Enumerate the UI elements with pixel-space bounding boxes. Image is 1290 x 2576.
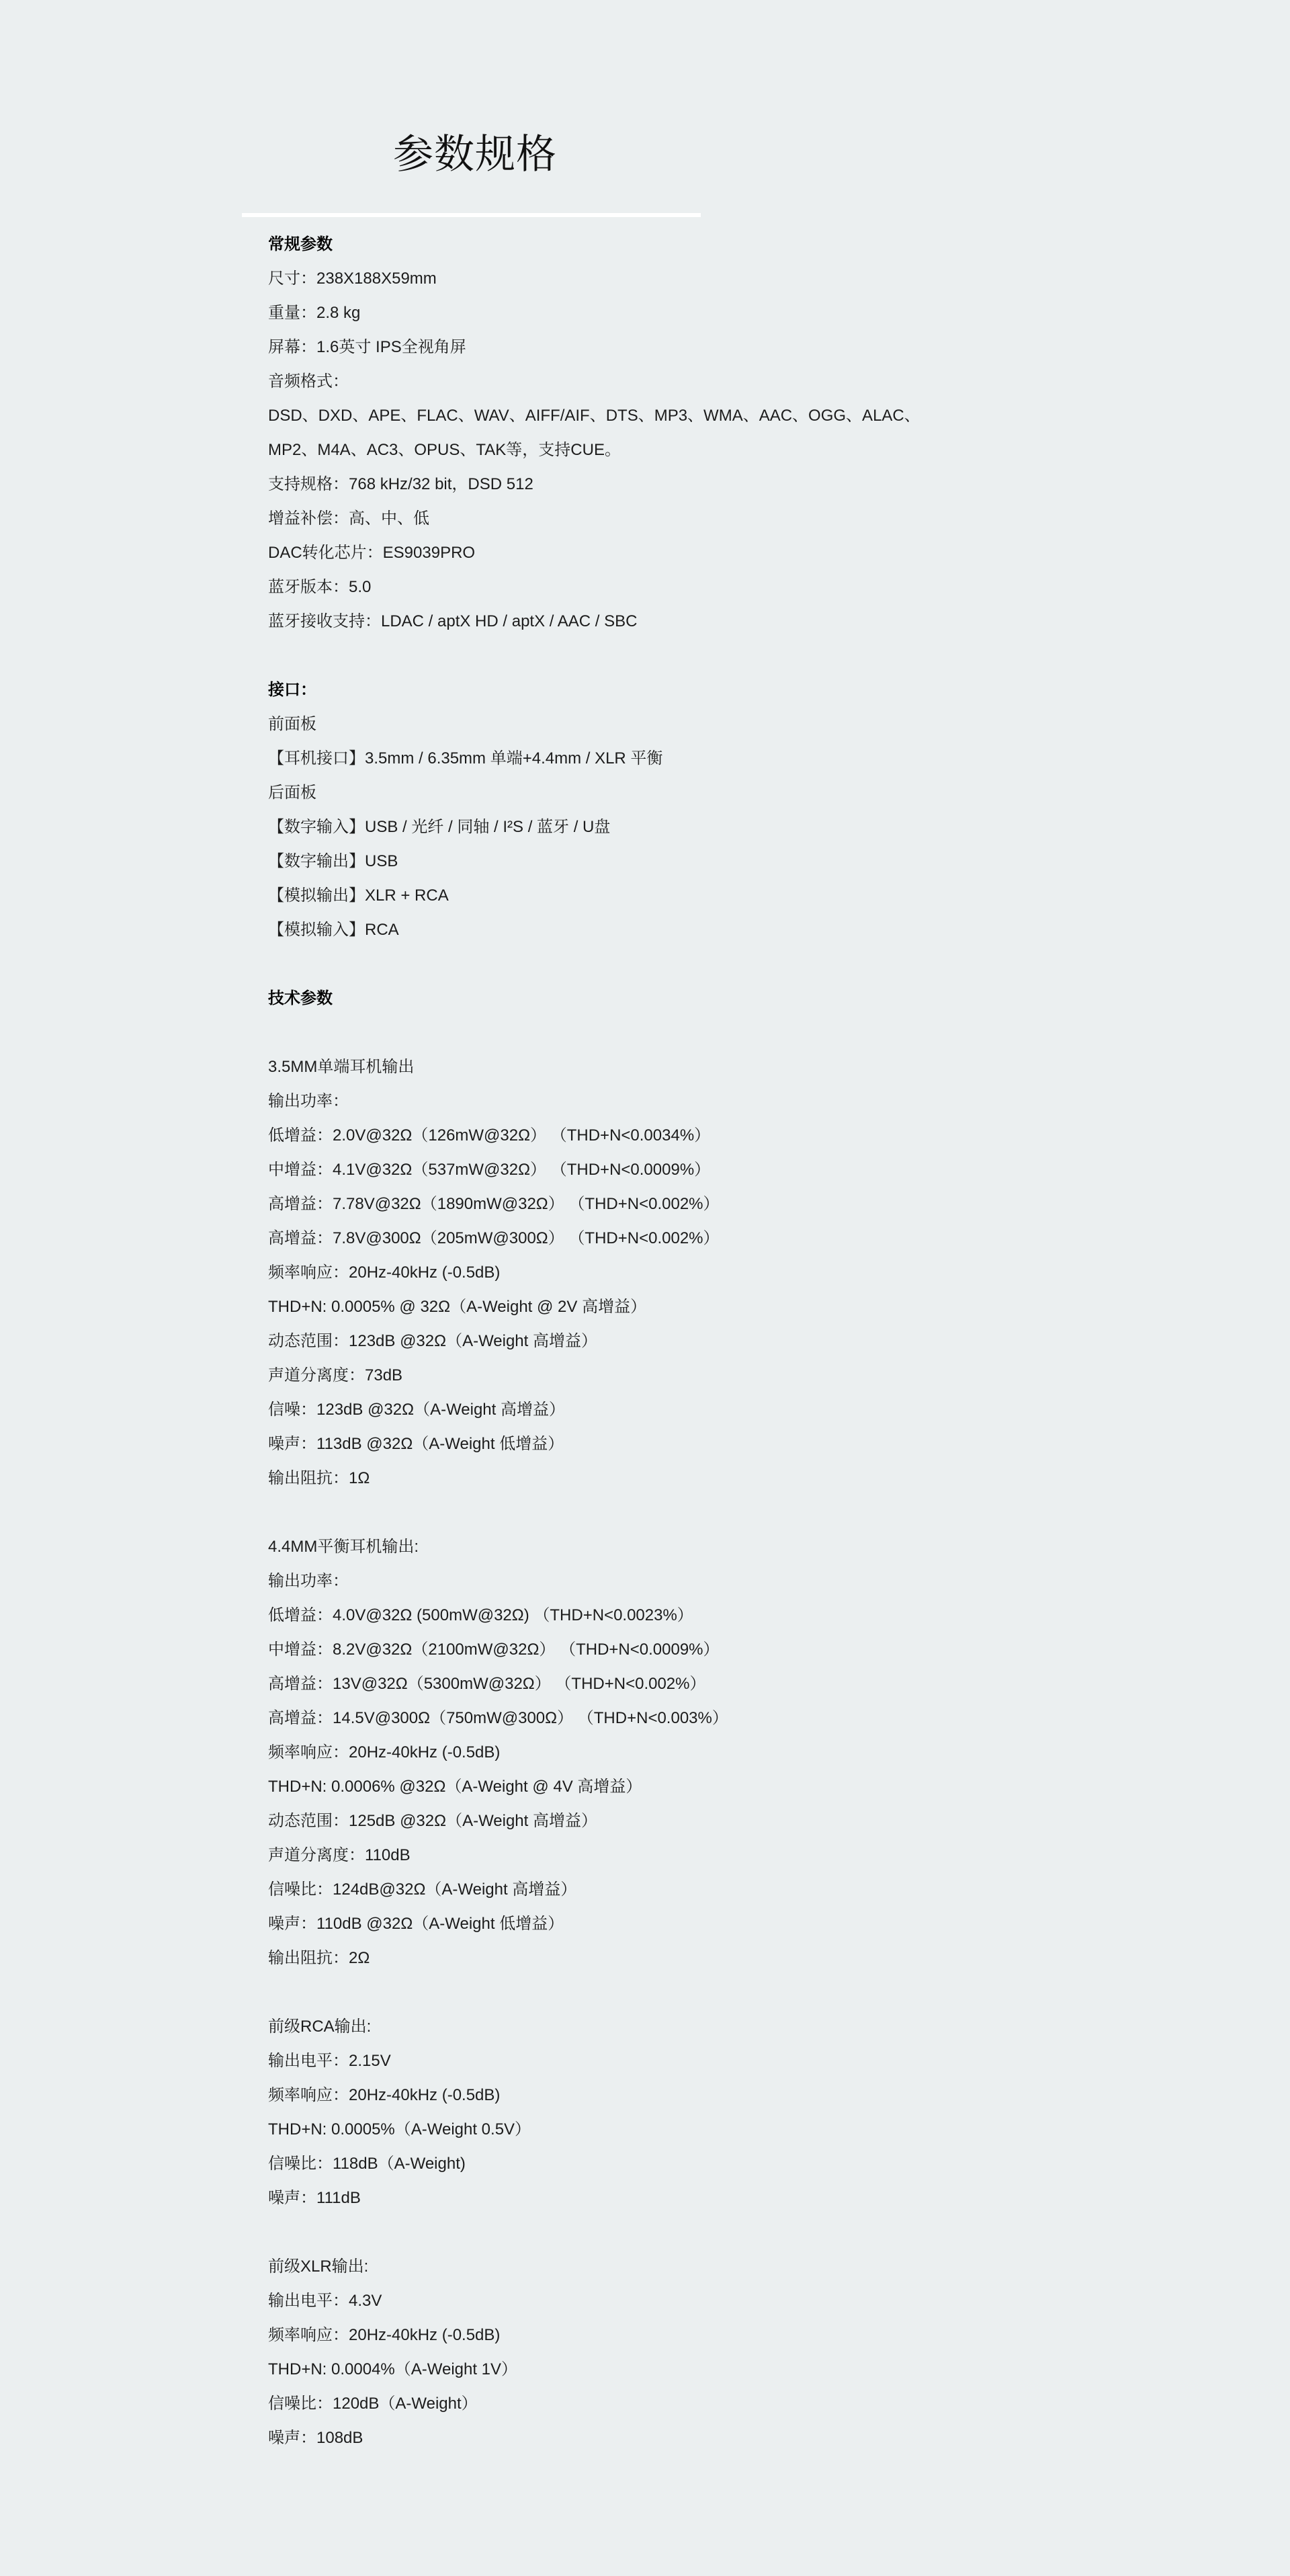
- spec-line: 【模拟输入】RCA: [268, 921, 399, 939]
- spec-line: THD+N: 0.0006% @32Ω（A-Weight @ 4V 高增益）: [268, 1778, 642, 1796]
- section-heading: 技术参数: [268, 989, 333, 1007]
- spec-line: 【模拟输出】XLR + RCA: [268, 886, 449, 905]
- spec-line: 输出电平：2.15V: [268, 2052, 391, 2070]
- spec-section: [268, 981, 1209, 1015]
- spec-line: 【耳机接口】3.5mm / 6.35mm 单端+4.4mm / XLR 平衡: [268, 749, 663, 767]
- spec-line: THD+N: 0.0005%（A-Weight 0.5V）: [268, 2120, 531, 2138]
- spec-line: 低增益：4.0V@32Ω (500mW@32Ω) （THD+N<0.0023%）: [268, 1606, 693, 1624]
- spec-line: 信噪比：124dB@32Ω（A-Weight 高增益）: [268, 1880, 577, 1899]
- spec-line: 噪声：113dB @32Ω（A-Weight 低增益）: [268, 1435, 564, 1453]
- spec-line: 信噪：123dB @32Ω（A-Weight 高增益）: [268, 1401, 565, 1419]
- spec-line: 噪声：111dB: [268, 2189, 361, 2207]
- spec-line: 信噪比：118dB（A-Weight): [268, 2155, 466, 2173]
- spec-section: [268, 1050, 1209, 1495]
- spec-section: [268, 1530, 1209, 1975]
- spec-line: 频率响应：20Hz-40kHz (-0.5dB): [268, 1263, 501, 1282]
- spec-line: DSD、DXD、APE、FLAC、WAV、AIFF/AIF、DTS、MP3、WMA、AAC、OGG、ALAC、: [268, 407, 920, 425]
- spec-line: 输出阻抗：1Ω: [268, 1469, 370, 1487]
- spec-line: 高增益：13V@32Ω（5300mW@32Ω） （THD+N<0.002%）: [268, 1675, 706, 1693]
- spec-line: 后面板: [268, 784, 316, 802]
- spec-line: 输出功率：: [268, 1572, 349, 1590]
- spec-line: THD+N: 0.0004%（A-Weight 1V）: [268, 2360, 518, 2378]
- spec-line: 频率响应：20Hz-40kHz (-0.5dB): [268, 2086, 501, 2104]
- spec-line: 动态范围：125dB @32Ω（A-Weight 高增益）: [268, 1812, 597, 1830]
- spec-line: 高增益：7.78V@32Ω（1890mW@32Ω） （THD+N<0.002%）: [268, 1195, 720, 1213]
- spec-line: 频率响应：20Hz-40kHz (-0.5dB): [268, 1743, 501, 1761]
- spec-line: 输出功率：: [268, 1092, 349, 1110]
- spec-line: 蓝牙版本：5.0: [268, 578, 372, 596]
- spec-line: 高增益：14.5V@300Ω（750mW@300Ω） （THD+N<0.003%）: [268, 1709, 728, 1727]
- spec-line: 支持规格：768 kHz/32 bit，DSD 512: [268, 475, 533, 493]
- spec-line: THD+N: 0.0005% @ 32Ω（A-Weight @ 2V 高增益）: [268, 1298, 647, 1316]
- spec-line: 低增益：2.0V@32Ω（126mW@32Ω） （THD+N<0.0034%）: [268, 1126, 711, 1145]
- spec-line: 输出阻抗：2Ω: [268, 1949, 370, 1967]
- spec-line: 高增益：7.8V@300Ω（205mW@300Ω） （THD+N<0.002%）: [268, 1229, 720, 1247]
- spec-line: 噪声：110dB @32Ω（A-Weight 低增益）: [268, 1915, 564, 1933]
- spec-section: [268, 673, 1209, 947]
- spec-line: 4.4MM平衡耳机输出:: [268, 1538, 419, 1556]
- spec-section: [268, 2009, 1209, 2215]
- spec-line: 尺寸：238X188X59mm: [268, 269, 437, 288]
- spec-line: 声道分离度：110dB: [268, 1846, 411, 1864]
- spec-line: DAC转化芯片：ES9039PRO: [268, 544, 476, 562]
- spec-line: 【数字输出】USB: [268, 852, 398, 870]
- spec-line: 【数字输入】USB / 光纤 / 同轴 / I²S / 蓝牙 / U盘: [268, 818, 611, 836]
- spec-line: 音频格式：: [268, 372, 349, 390]
- spec-line: 声道分离度：73dB: [268, 1366, 403, 1384]
- spec-line: 噪声：108dB: [268, 2429, 363, 2447]
- spec-line: 中增益：4.1V@32Ω（537mW@32Ω） （THD+N<0.0009%）: [268, 1161, 711, 1179]
- spec-line: 信噪比：120dB（A-Weight）: [268, 2395, 478, 2413]
- spec-line: 增益补偿：高、中、低: [268, 509, 429, 528]
- title-divider: [242, 213, 701, 217]
- spec-line: 蓝牙接收支持：LDAC / aptX HD / aptX / AAC / SBC: [268, 612, 638, 630]
- spec-line: 前面板: [268, 715, 316, 733]
- spec-line: 动态范围：123dB @32Ω（A-Weight 高增益）: [268, 1332, 597, 1350]
- page-title: 参数规格: [393, 132, 557, 177]
- section-heading: 常规参数: [268, 235, 333, 253]
- spec-line: 输出电平：4.3V: [268, 2292, 382, 2310]
- spec-line: MP2、M4A、AC3、OPUS、TAK等，支持CUE。: [268, 441, 621, 459]
- spec-line: 前级RCA输出:: [268, 2018, 372, 2036]
- spec-section: [268, 2249, 1209, 2455]
- spec-line: 前级XLR输出:: [268, 2257, 369, 2276]
- spec-section: [268, 227, 1209, 638]
- spec-line: 频率响应：20Hz-40kHz (-0.5dB): [268, 2326, 501, 2344]
- section-heading: 接口：: [268, 681, 316, 699]
- spec-line: 中增益：8.2V@32Ω（2100mW@32Ω） （THD+N<0.0009%）: [268, 1640, 720, 1659]
- spec-line: 屏幕：1.6英寸 IPS全视角屏: [268, 338, 466, 356]
- spec-line: 重量：2.8 kg: [268, 304, 361, 322]
- spec-content: [268, 227, 1209, 2489]
- spec-line: 3.5MM单端耳机输出: [268, 1058, 415, 1076]
